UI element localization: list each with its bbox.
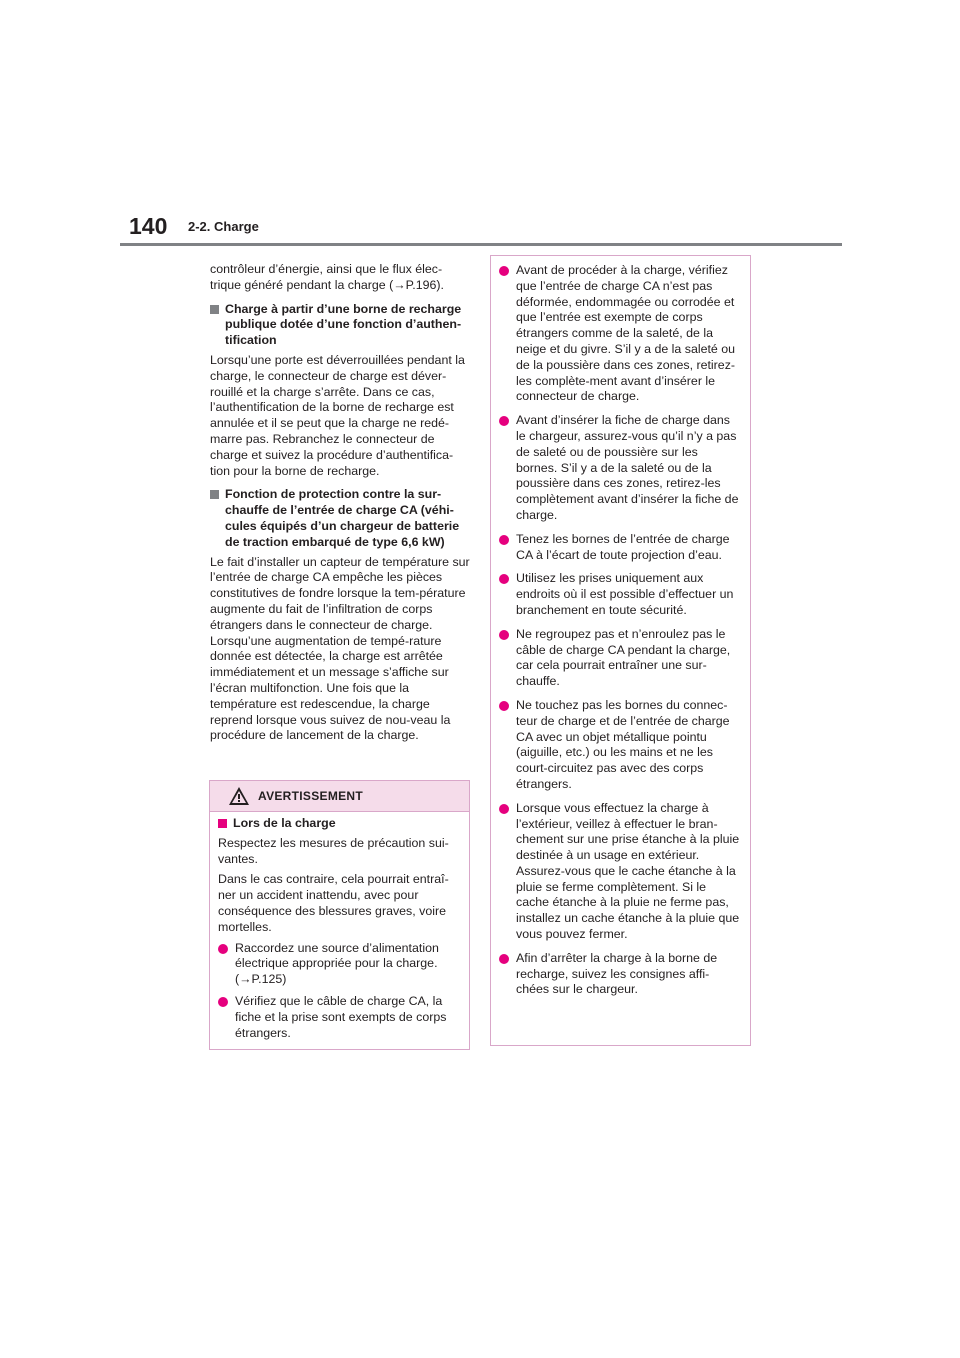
circle-bullet-icon (499, 416, 509, 426)
warning-text-2: Dans le cas contraire, cela pourrait entraî-ner un accident inattendu, avec pour conséquence des blessures graves, voire mortelles. (218, 872, 449, 934)
right-bullet (499, 263, 742, 405)
left-column (210, 262, 472, 752)
intro-paragraph: contrôleur d’énergie, ainsi que le flux élec-trique généré pendant la charge (→P.196). (210, 262, 444, 292)
right-bullet (499, 951, 742, 998)
warning-heading (218, 816, 461, 832)
heading-text: Fonction de protection contre la sur-chauffe de l’entrée de charge CA (véhi-cules équipés d’un chargeur de batterie de traction embarqué de type 6,6 kW) (225, 487, 460, 549)
right-bullet (499, 413, 742, 524)
warning-box (209, 780, 470, 1050)
warning-header (210, 781, 469, 812)
section-heading-authentication (210, 302, 472, 349)
right-bullet-text: Tenez les bornes de l’entrée de charge CA à l’écart de toute projection d’eau. (516, 531, 730, 562)
right-bullet (499, 698, 742, 793)
circle-bullet-icon (218, 944, 228, 954)
right-warning-box (490, 255, 751, 1046)
right-bullet-text: Utilisez les prises uniquement aux endroits où il est possible d’effectuer un branchement en toute sécurité. (516, 571, 734, 617)
square-bullet-icon (210, 490, 219, 499)
square-bullet-icon (210, 305, 219, 314)
authentication-paragraph: Lorsqu’une porte est déverrouillées pendant la charge, le connecteur de charge est déver-rouillé et la charge s’arrête. Dans ce cas, l’authentification de la borne de recharge est annulée et il se peut que la charge ne redé-marre pas. Rebranchez le connecteur de charge et suivez la procédure d’authentifica-tion pour la borne de recharge. (210, 352, 465, 478)
right-bullet (499, 801, 742, 943)
right-bullet (499, 571, 742, 618)
warning-body (210, 812, 469, 1041)
right-bullet-text: Ne regroupez pas et n’enroulez pas le câble de charge CA pendant la charge, car cela pourrait entraîner une sur-chauffe. (516, 626, 731, 689)
warning-bullet (218, 941, 461, 988)
warning-title: AVERTISSEMENT (258, 789, 364, 803)
warning-bullet (218, 994, 461, 1041)
circle-bullet-icon (499, 630, 509, 640)
overheat-paragraph: Le fait d’installer un capteur de température sur l’entrée de charge CA empêche les pièces constitutives de fondre lorsque la tem-pérature augmente du fait de l’infiltration de corps étrangers dans le connecteur de charge. Lorsqu’une augmentation de tempé-rature donnée est détectée, la charge est arrêtée immédiatement et un message s’affiche sur l’écran multifonction. Une fois que la température est redescendue, la charge reprend lorsque vous suivez de nou-veau la procédure de lancement de la charge. (210, 554, 470, 743)
warning-heading-text: Lors de la charge (233, 816, 336, 830)
warning-bullet-text: Raccordez une source d’alimentation électrique appropriée pour la charge. (→P.125) (235, 940, 439, 987)
page-number: 140 (129, 213, 168, 239)
circle-bullet-icon (499, 266, 509, 276)
right-bullet-text: Afin d’arrêter la charge à la borne de recharge, suivez les consignes affi-chées sur le chargeur. (516, 950, 718, 997)
header-rule (120, 243, 842, 246)
section-title: 2-2. Charge (188, 219, 259, 234)
right-bullet (499, 627, 742, 690)
circle-bullet-icon (499, 804, 509, 814)
right-bullet-text: Ne touchez pas les bornes du connec-teur de charge et de l’entrée de charge CA avec un objet métallique pointu (aiguille, etc.) ou les mains et ne les court-circuitez pas avec des corps étrangers. (516, 697, 730, 791)
warning-triangle-icon (228, 786, 250, 806)
circle-bullet-icon (499, 701, 509, 711)
warning-text-1: Respectez les mesures de précaution sui-vantes. (218, 835, 449, 866)
right-bullet-text: Avant d’insérer la fiche de charge dans le chargeur, assurez-vous qu’il n’y a pas de saleté ou de poussière sur les bornes. S’il y a de la saleté ou de la poussière dans ces zones, retirez-les complètement avant d’insérer la fiche de charge. (516, 413, 739, 522)
warning-bullet-text: Vérifiez que le câble de charge CA, la fiche et la prise sont exempts de corps étrangers. (235, 993, 447, 1040)
right-bullet (499, 532, 742, 564)
square-bullet-icon (218, 819, 227, 828)
section-heading-overheat-protection (210, 487, 472, 550)
circle-bullet-icon (499, 954, 509, 964)
circle-bullet-icon (499, 535, 509, 545)
heading-text: Charge à partir d’une borne de recharge publique dotée d’une fonction d’authen-tification (225, 301, 462, 348)
circle-bullet-icon (218, 997, 228, 1007)
right-warning-body (491, 256, 750, 998)
circle-bullet-icon (499, 574, 509, 584)
right-bullet-text: Lorsque vous effectuez la charge à l’extérieur, veillez à effectuer le bran-chement sur une prise étanche à la pluie destinée à un usage en extérieur. Assurez-vous que le cache étanche à la pluie se ferme complètement. Si le cache étanche à la pluie ne ferme pas, installez un cache étanche à la pluie que vous pouvez fermer. (516, 800, 740, 942)
right-bullet-text: Avant de procéder à la charge, vérifiez que l’entrée de charge CA n’est pas déformée, endommagée ou corrodée et que l’entrée est exempte de corps étrangers comme de la saleté, de la neige et du givre. S’il y a de la saleté ou de la poussière dans ces zones, retirez-les complète-ment avant d’insérer le connecteur de charge. (516, 263, 736, 404)
